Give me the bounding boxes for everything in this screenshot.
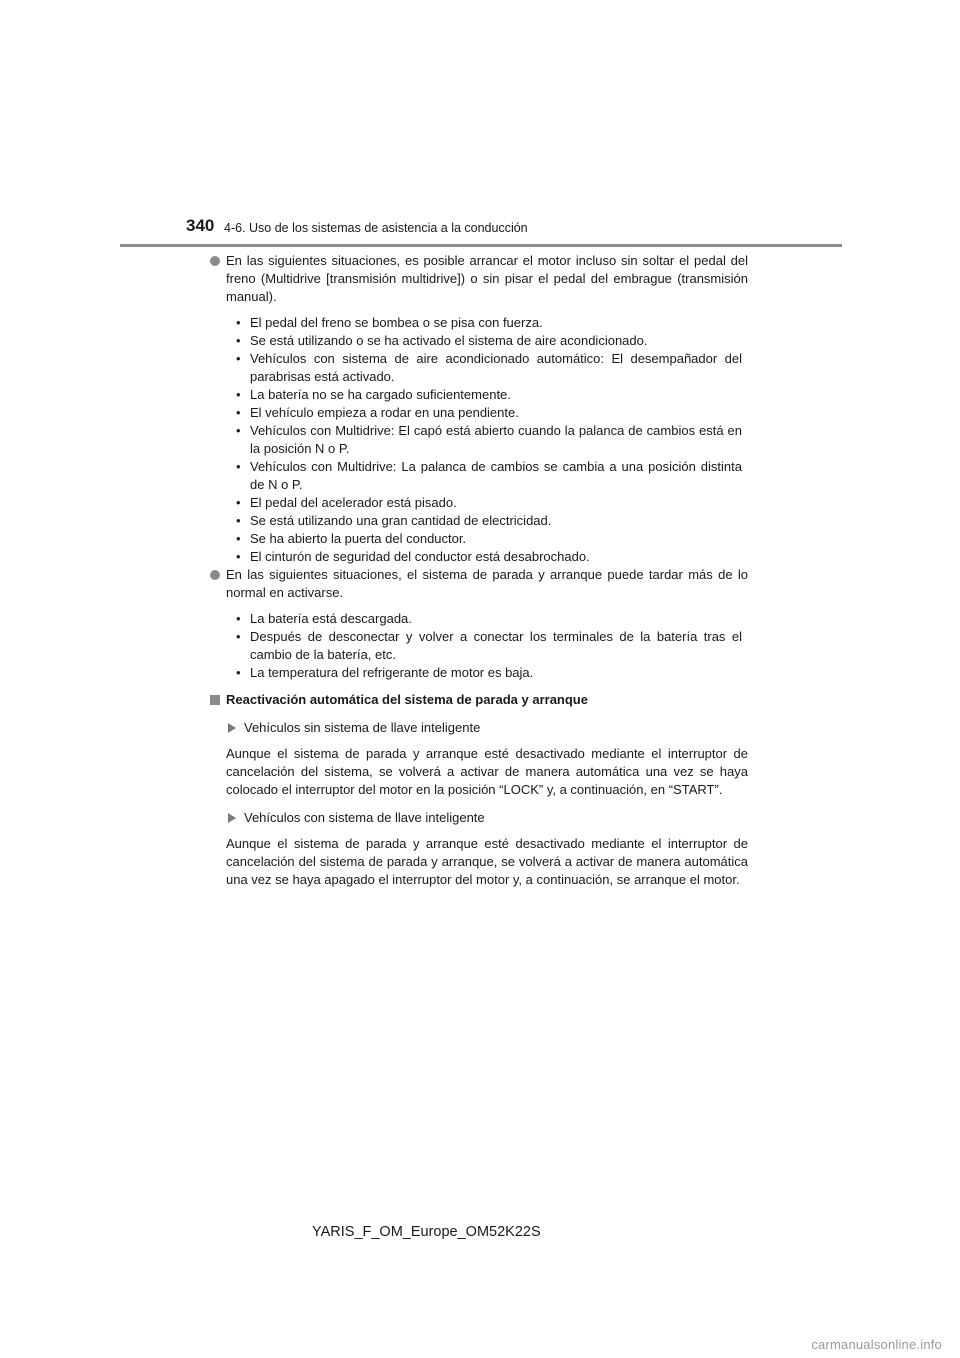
section-title: 4-6. Uso de los sistemas de asistencia a la conducción: [224, 221, 528, 235]
subheading-smart-key: [208, 809, 748, 827]
triangle-right-icon: [228, 723, 236, 733]
list-item: • La batería está descargada.: [226, 610, 748, 628]
subheading-no-smart-key: [208, 719, 748, 737]
condition-list: [226, 314, 748, 566]
list-item: • Se está utilizando una gran cantidad de electricidad.: [226, 512, 748, 530]
list-item: • El pedal del freno se bombea o se pisa con fuerza.: [226, 314, 748, 332]
bullet-block-delay-conditions: [208, 566, 748, 682]
page-number: 340: [186, 216, 215, 235]
block-text: En las siguientes situaciones, el sistema de parada y arranque puede tardar más de lo normal en activarse.: [226, 567, 748, 600]
circle-bullet-icon: [210, 256, 220, 266]
square-bullet-icon: [210, 695, 220, 705]
header-divider: [120, 244, 842, 247]
page-content: [208, 252, 748, 889]
list-item: • La batería no se ha cargado suficientemente.: [226, 386, 748, 404]
list-item: • Vehículos con Multidrive: El capó está abierto cuando la palanca de cambios está en la posición N o P.: [226, 422, 748, 458]
list-item: • Vehículos con sistema de aire acondicionado automático: El desempañador del parabrisas está activado.: [226, 350, 748, 386]
watermark: carmanualsonline.info: [811, 1337, 942, 1352]
paragraph-smart-key: Aunque el sistema de parada y arranque esté desactivado mediante el interruptor de cancelación del sistema de parada y arranque, se volverá a activar de manera automática una vez se haya apagado el interruptor del motor y, a continuación, se arranque el motor.: [226, 836, 748, 887]
footer-doc-code: YARIS_F_OM_Europe_OM52K22S: [312, 1224, 541, 1240]
condition-list: [226, 610, 748, 682]
page-header: [186, 216, 846, 246]
list-item: • Se está utilizando o se ha activado el sistema de aire acondicionado.: [226, 332, 748, 350]
list-item: • El pedal del acelerador está pisado.: [226, 494, 748, 512]
list-item: • Vehículos con Multidrive: La palanca de cambios se cambia a una posición distinta de N o P.: [226, 458, 748, 494]
section-heading-text: Reactivación automática del sistema de parada y arranque: [226, 692, 588, 707]
subheading-text: Vehículos con sistema de llave inteligente: [244, 810, 485, 825]
paragraph-no-smart-key: Aunque el sistema de parada y arranque esté desactivado mediante el interruptor de cancelación del sistema, se volverá a activar de manera automática una vez se haya colocado el interruptor del motor en la posición “LOCK” y, a continuación, en “START”.: [226, 746, 748, 797]
section-heading: [208, 691, 748, 709]
list-item: • El cinturón de seguridad del conductor está desabrochado.: [226, 548, 748, 566]
block-text: En las siguientes situaciones, es posible arrancar el motor incluso sin soltar el pedal del freno (Multidrive [transmisión multidrive]) o sin pisar el pedal del embrague (transmisión manual).: [226, 253, 748, 304]
bullet-block-start-conditions: [208, 252, 748, 566]
list-item: • El vehículo empieza a rodar en una pendiente.: [226, 404, 748, 422]
circle-bullet-icon: [210, 570, 220, 580]
list-item: • Después de desconectar y volver a conectar los terminales de la batería tras el cambio de la batería, etc.: [226, 628, 748, 664]
list-item: • Se ha abierto la puerta del conductor.: [226, 530, 748, 548]
subheading-text: Vehículos sin sistema de llave inteligente: [244, 720, 481, 735]
list-item: • La temperatura del refrigerante de motor es baja.: [226, 664, 748, 682]
triangle-right-icon: [228, 813, 236, 823]
